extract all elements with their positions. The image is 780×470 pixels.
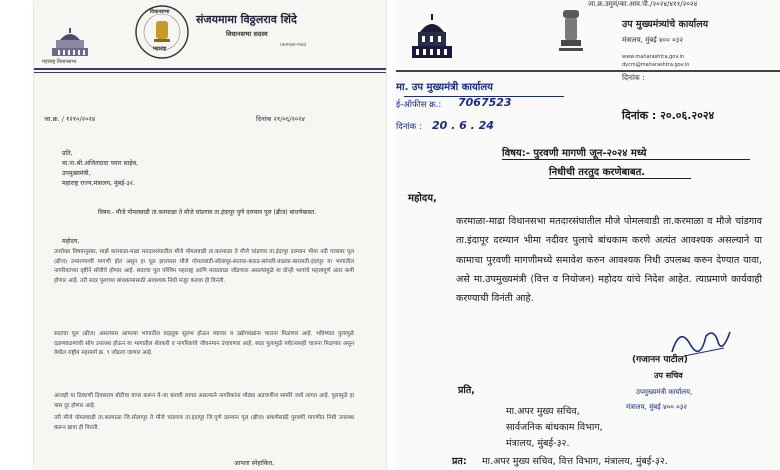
subject-line-2: निधीची तरतुद करणेबाबत. (549, 167, 646, 178)
inward-number: 7067523 (458, 96, 512, 109)
member-designation: विधानसभा सदस्य (226, 30, 268, 38)
letter-date: दिनांक : २०.०६.२०२४ (622, 109, 715, 122)
addressee-line: प्रति, (62, 150, 73, 157)
header-rule (34, 68, 386, 70)
recipient-line: मा.अपर मुख्य सचिव, (506, 406, 580, 417)
letter-body: करमाळा-माढा विधानसभा मतदारसंघातील मौजे पोमलवाडी ता.करमाळा व मौजे चांडगाव ता.इंदापूर दरम्यान भीमा नदीवर पुलाचे बांधकाम करणे अत्यंत आवश्यक असल्याने या कामाचा पुरवणी मागणीमध्ये समावेश करुन आवश्यक निधी उपलब्ध करुन देण्यात यावा, असे मा.उपमुख्यमंत्री (वित्त व नियोजन) महोदय यांचे निदेश आहेत. त्याप्रमाणे कार्यवाही करण्याची विनंती आहे. (456, 216, 762, 305)
inward-stamp-office: मा. उप मुख्यमंत्री कार्यालय (396, 82, 493, 93)
header-rule-thin (34, 72, 386, 73)
inward-date-label: दिनांक : (396, 122, 422, 132)
left-closing: आपला स्नेहांकित, (234, 460, 275, 467)
addressee-line: उपमुख्यमंत्री, (62, 170, 91, 177)
cc-line: मा.अपर मुख्य सचिव, वित्त विभाग, मंत्रालय, मुंबई-३२. (482, 456, 668, 467)
addressee-line: महाराष्ट्र राज्य,मंत्रालय, मुंबई-३२. (62, 180, 135, 187)
left-letter (34, 0, 386, 470)
right-ref-no: जा.क्र.उमुमं/का.आव.पी./२०२४/४११/२०२४ (588, 0, 698, 8)
member-name: संजयमामा विठ्ठलराव शिंदे (196, 13, 297, 26)
subject-line-1: विषय:- पुरवणी मागणी जून-२०२४ मध्ये (502, 148, 647, 159)
member-constituency: (करमाळा-माढा) (280, 43, 307, 48)
left-paragraph: उपरोक्त विषयानुसार, माझे करमाळा-माढा मतदारसंघातील मौजे पोमलवाडी ता.करमाळा ते मौजे चांडगाव ता.इंदापूर दरम्यान भीमा नदी पात्रावर पूल (ब्रीज) उभारण्याची मागणी होत असून हा पूल झाल्यास मौजे पोमलवाडी-सोलापूर-सातारा-कराड-सांगली-वाळवा-बारामती-इंदापूर या भागातील नागरिकांच्या दृष्टीने सोयीचे होणार आहे. सदरचा पूल पश्चिम महाराष्ट्र आणि मराठवाडा जोडणारा असल्यामुळे या दोन्ही भागांचे महत्त्वपूर्ण अंतर कमी होणार आहे. तरी सदर पुलाच्या बांधकामासाठी आवश्यक निधी मंजूर करावा ही विनंती. (54, 249, 354, 285)
right-letter (396, 0, 780, 470)
mantralaya-logo-icon (410, 12, 454, 62)
office-email: dycm@maharashtra.gov.in (622, 62, 690, 68)
office-website: www.maharashtra.gov.in (622, 54, 685, 60)
left-subject: विषय:- मौजे पोमलवाडी ता.करमाळा ते मौजे चांडगाव ता.इंदापूर पुणे दरम्यान पूल (ब्रीज) बांधणेबाबत. (98, 209, 317, 216)
inward-date-value: 20 . 6 . 24 (432, 119, 494, 132)
emblem-text-bottom: महाराष्ट्र (153, 46, 167, 52)
salutation: महोदय, (408, 193, 437, 204)
emblem-text-top: विधानसभा (150, 9, 170, 15)
office-address: मंत्रालय, मुंबई ४०० ०३२ (622, 36, 684, 44)
addressee-line: मा.ना.श्री.अजितदादा पवार साहेब, (62, 160, 139, 167)
state-emblem-icon (556, 6, 586, 56)
office-stamp-line: मंत्रालय, मुंबई ४०० ०३२ (626, 403, 688, 411)
left-date: दिनांक २१/०६/२०२४ (256, 115, 305, 123)
left-ref-no: जा.क्र. / १२१०/२०२४ (44, 115, 96, 123)
left-paragraph: आजही या ठिकाणी दिवसरात्र बोटीचा वापर करून ये-जा करावी लागत असल्याने नागरिकांना मोठ्या अडचणींना सामोरे जावे लागत आहे. पुलामुळे हा त्रास दूर होणार आहे. (54, 393, 354, 409)
prat-label: प्रत: (452, 456, 467, 467)
header-rule (396, 70, 780, 72)
inward-label: ई-ऑफीस क्र.: (396, 100, 442, 110)
left-paragraph: सदरचा पूल (ब्रीज) असल्यास आपल्या भागातील वाहतूक सुलभ होऊन व्यापार व उद्योगधंद्यांना चालना मिळणार आहे. भविष्यात पुलामुळे दळणवळणाची सोय उपलब्ध होऊन या भागातील शेतकरी व नागरिकांचे जीवनमान उंचावणार आहे. सदर पुलामुळे पर्यटनासही चालना मिळणार असून येथील राष्ट्रीय महामार्ग क्र. ९ जोडला जाणार आहे. (54, 331, 354, 357)
signature-title: उप सचिव (654, 371, 683, 380)
assembly-label: महाराष्ट्र विधानसभा (42, 59, 77, 65)
left-paragraph: तरी मौजे पोमलवाडी ता.करमाळा जि.सोलापूर ते मौजे चांडगाव ता.इंदापूर जि.पुणे दरम्यान पूल (ब्रीज) बांधणेसाठी पुरवणी मागणीत निधी उपलब्ध करून द्यावा ही विनंती. (54, 415, 354, 431)
office-title: उप मुख्यमंत्र्यांचे कार्यालय (622, 19, 709, 30)
signature-name: (गजानन पाटील) (632, 355, 688, 365)
subject-underline (549, 178, 691, 179)
dinank-label-top: दिनांक : (622, 73, 645, 82)
recipient-line: मंत्रालय, मुंबई-३२. (506, 438, 570, 449)
prati-label: प्रति, (458, 385, 475, 396)
left-salutation-text: महोदय, (62, 238, 80, 245)
recipient-line: सार्वजनिक बांधकाम विभाग, (506, 422, 603, 433)
subject-underline (502, 159, 750, 160)
vidhan-bhavan-logo-icon (48, 28, 92, 58)
office-stamp-line: उपमुख्यमंत्री कार्यालय, (636, 388, 693, 396)
